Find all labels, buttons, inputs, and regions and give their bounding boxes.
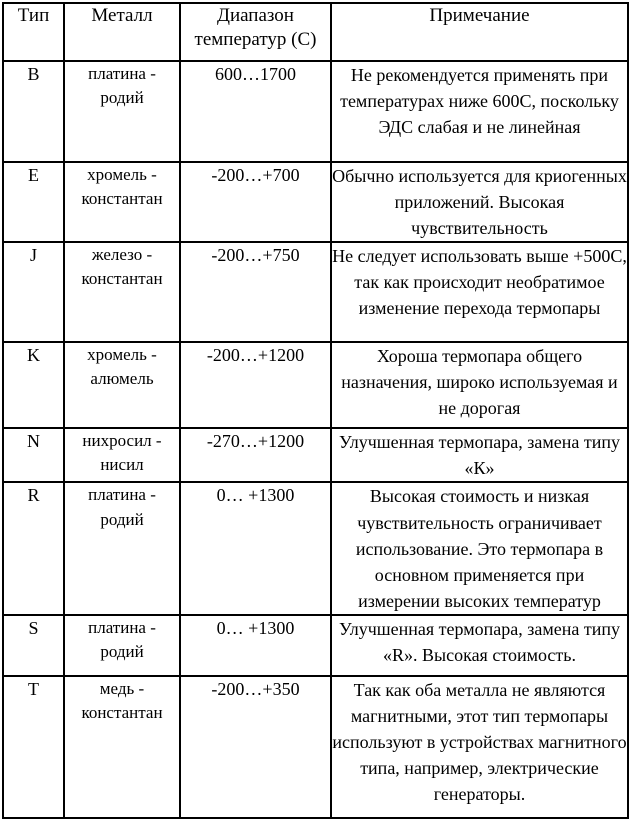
column-header-type: [3, 3, 64, 61]
cell-range: 0… +1300: [180, 482, 331, 614]
table-header-row: [3, 3, 628, 61]
cell-range: -200…+1200: [180, 342, 331, 428]
table-row: [3, 428, 628, 482]
column-header-range-label: Диапазон температур (С): [194, 5, 317, 50]
table-row: [3, 162, 628, 242]
table-row: [3, 615, 628, 676]
cell-type: K: [3, 342, 64, 428]
table-body: [3, 61, 628, 818]
cell-note: Улучшенная термопара, замена типу «К»: [331, 428, 628, 482]
cell-note: Не рекомендуется применять при температурах ниже 600С, поскольку ЭДС слабая и не линейная: [331, 61, 628, 162]
cell-type: B: [3, 61, 64, 162]
thermocouple-types-table: [2, 2, 629, 819]
cell-metal: платина - родий: [64, 61, 180, 162]
column-header-type-label: Тип: [17, 5, 50, 26]
cell-range: 600…1700: [180, 61, 331, 162]
cell-type: T: [3, 676, 64, 818]
column-header-note-label: Примечание: [429, 5, 530, 26]
column-header-range: [180, 3, 331, 61]
cell-metal: нихросил - нисил: [64, 428, 180, 482]
cell-metal: платина - родий: [64, 482, 180, 614]
column-header-metal-label: Металл: [91, 5, 153, 26]
table-row: [3, 342, 628, 428]
cell-note: Хороша термопара общего назначения, широко используемая и не дорогая: [331, 342, 628, 428]
cell-range: -200…+750: [180, 242, 331, 342]
table-row: [3, 482, 628, 614]
cell-note: Улучшенная термопара, замена типу «R». Высокая стоимость.: [331, 615, 628, 676]
column-header-metal: [64, 3, 180, 61]
cell-type: N: [3, 428, 64, 482]
table-header: [3, 3, 628, 61]
thermocouple-table-container: [2, 2, 627, 819]
cell-note: Высокая стоимость и низкая чувствительность ограничивает использование. Это термопара в основном применяется при измерении высоких температур: [331, 482, 628, 614]
cell-metal: железо - константан: [64, 242, 180, 342]
cell-range: 0… +1300: [180, 615, 331, 676]
cell-type: J: [3, 242, 64, 342]
table-row: [3, 242, 628, 342]
cell-note: Обычно используется для криогенных приложений. Высокая чувствительность: [331, 162, 628, 242]
cell-type: S: [3, 615, 64, 676]
table-row: [3, 676, 628, 818]
cell-metal: хромель - алюмель: [64, 342, 180, 428]
column-header-note: [331, 3, 628, 61]
cell-metal: медь - константан: [64, 676, 180, 818]
cell-range: -200…+700: [180, 162, 331, 242]
cell-note: Не следует использовать выше +500С, так как происходит необратимое изменение перехода термопары: [331, 242, 628, 342]
cell-metal: хромель - константан: [64, 162, 180, 242]
cell-range: -200…+350: [180, 676, 331, 818]
cell-range: -270…+1200: [180, 428, 331, 482]
cell-note: Так как оба металла не являются магнитными, этот тип термопары используют в устройствах магнитного типа, например, электрические генераторы.: [331, 676, 628, 818]
table-row: [3, 61, 628, 162]
cell-type: R: [3, 482, 64, 614]
cell-metal: платина - родий: [64, 615, 180, 676]
cell-type: E: [3, 162, 64, 242]
